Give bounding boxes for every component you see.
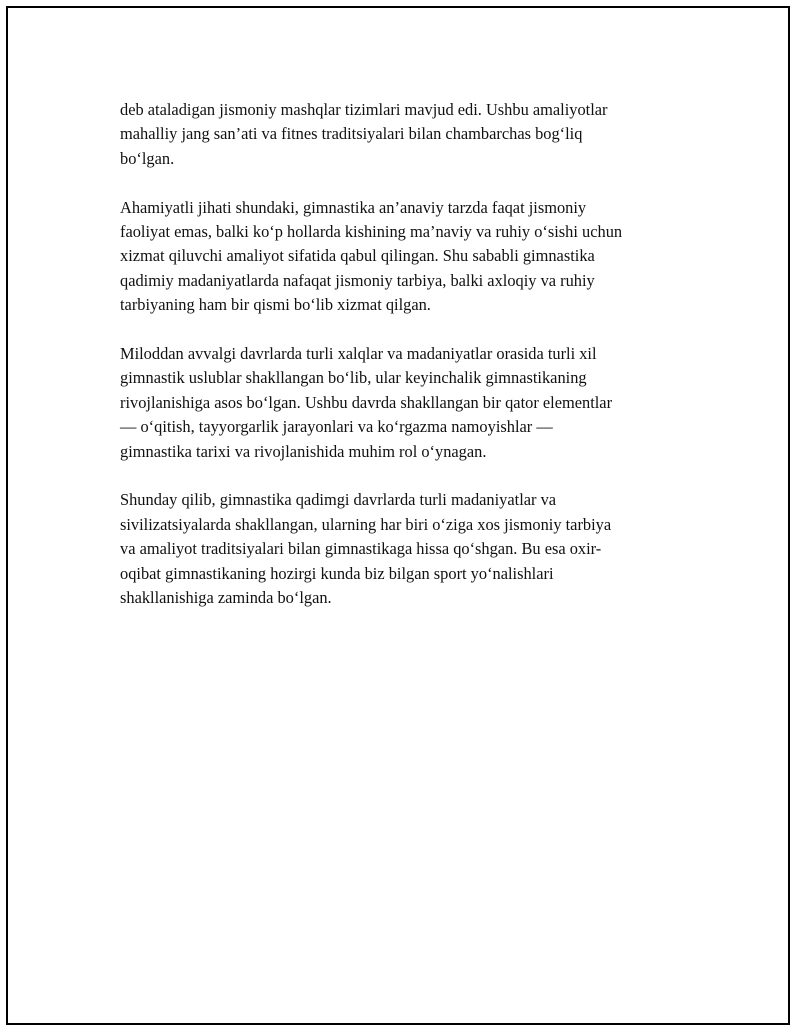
text-line: mahalliy jang san’ati va fitnes traditsiyalari bilan chambarchas bog‘liq xyxy=(120,124,583,144)
text-line: oqibat gimnastikaning hozirgi kunda biz bilgan sport yo‘nalishlari xyxy=(120,563,554,583)
page-frame xyxy=(6,6,790,1025)
text-line: bo‘lgan. xyxy=(120,148,175,168)
text-line: qadimiy madaniyatlarda nafaqat jismoniy tarbiya, balki axloqiy va ruhiy xyxy=(120,270,595,290)
paragraph-2 xyxy=(120,196,700,318)
text-line: Miloddan avvalgi davrlarda turli xalqlar va madaniyatlar orasida turli xil xyxy=(120,344,597,364)
document-body xyxy=(120,98,700,635)
text-line: sivilizatsiyalarda shakllangan, ularning har biri o‘ziga xos jismoniy tarbiya xyxy=(120,514,612,534)
text-line: — o‘qitish, tayyorgarlik jarayonlari va ko‘rgazma namoyishlar — xyxy=(120,417,553,437)
text-line: gimnastika tarixi va rivojlanishida muhim rol o‘ynagan. xyxy=(120,441,487,461)
text-line: Ahamiyatli jihati shundaki, gimnastika an’anaviy tarzda faqat jismoniy xyxy=(120,197,587,217)
paragraph-4 xyxy=(120,488,700,610)
text-line: va amaliyot traditsiyalari bilan gimnastikaga hissa qo‘shgan. Bu esa oxir- xyxy=(120,539,602,559)
text-line: deb ataladigan jismoniy mashqlar tizimlari mavjud edi. Ushbu amaliyotlar xyxy=(120,100,608,119)
text-line: gimnastik uslublar shakllangan bo‘lib, ular keyinchalik gimnastikaning xyxy=(120,368,587,388)
text-line: Shunday qilib, gimnastika qadimgi davrlarda turli madaniyatlar va xyxy=(120,490,557,510)
text-line: tarbiyaning ham bir qismi bo‘lib xizmat qilgan. xyxy=(120,295,431,315)
text-line: xizmat qiluvchi amaliyot sifatida qabul qilingan. Shu sababli gimnastika xyxy=(120,246,595,266)
text-line: rivojlanishiga asos bo‘lgan. Ushbu davrda shakllangan bir qator elementlar xyxy=(120,392,613,412)
text-line: shakllanishiga zaminda bo‘lgan. xyxy=(120,588,332,608)
paragraph-3 xyxy=(120,342,700,464)
text-line: faoliyat emas, balki ko‘p hollarda kishining ma’naviy va ruhiy o‘sishi uchun xyxy=(120,222,623,242)
paragraph-1 xyxy=(120,98,700,171)
